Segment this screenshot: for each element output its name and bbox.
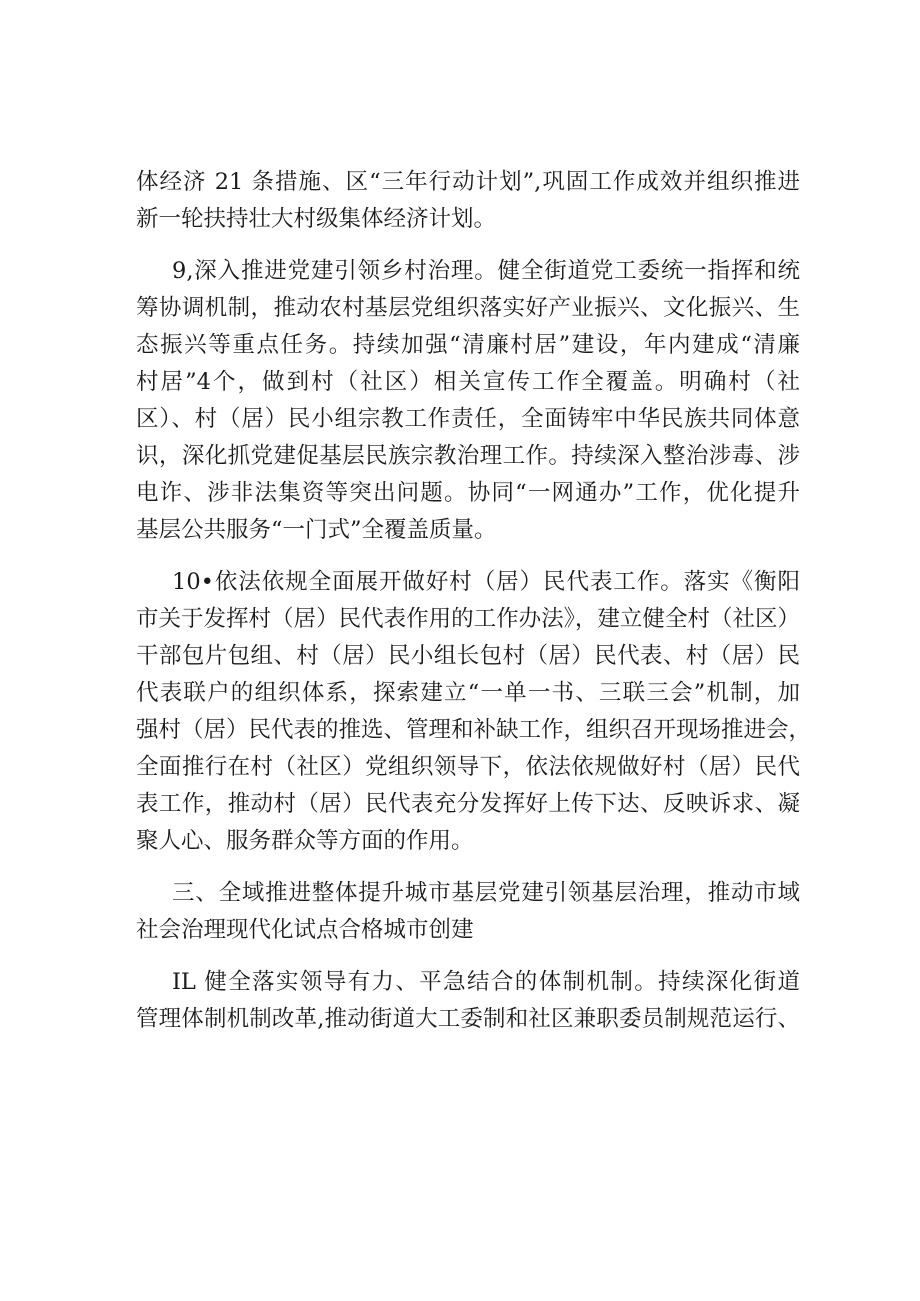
text-line: 基层公共服务“一门式”全覆盖质量。 bbox=[136, 517, 497, 543]
text-line: 管理体制机制改革,推动街道大工委制和社区兼职委员制规范运行、 bbox=[136, 1006, 800, 1032]
text-line: 全面推行在村（社区）党组织领导下，依法依规做好村（居）民代 bbox=[136, 754, 800, 780]
text-line: 干部包片包组、村（居）民小组长包村（居）民代表、村（居）民 bbox=[136, 643, 800, 669]
text-line: 新一轮扶持壮大村级集体经济计划。 bbox=[136, 206, 497, 232]
paragraph-continuation bbox=[136, 164, 800, 238]
text-line: 村居”4个，做到村（社区）相关宣传工作全覆盖。明确村（社 bbox=[136, 369, 800, 395]
text-line: 代表联户的组织体系，探索建立“一单一书、三联三会”机制，加 bbox=[136, 680, 800, 706]
text-line: 三、全域推进整体提升城市基层党建引领基层治理，推动市域 bbox=[172, 880, 800, 906]
paragraph-item-11 bbox=[136, 964, 800, 1038]
text-line: IL 健全落实领导有力、平急结合的体制机制。持续深化街道 bbox=[172, 969, 800, 995]
text-line: 电诈、涉非法集资等突出问题。协同“一网通办”工作，优化提升 bbox=[136, 480, 800, 506]
text-line: 区）、村（居）民小组宗教工作责任，全面铸牢中华民族共同体意 bbox=[136, 406, 800, 432]
text-line: 态振兴等重点任务。持续加强“清廉村居”建设，年内建成“清廉 bbox=[136, 332, 800, 358]
text-line: 强村（居）民代表的推选、管理和补缺工作，组织召开现场推进会， bbox=[136, 717, 812, 743]
document-body bbox=[136, 164, 812, 1038]
text-line: 市关于发挥村（居）民代表作用的工作办法》，建立健全村（社区） bbox=[136, 606, 800, 632]
text-line: 10•依法依规全面展开做好村（居）民代表工作。落实《衡阳 bbox=[172, 569, 800, 595]
text-line: 筹协调机制，推动农村基层党组织落实好产业振兴、文化振兴、生 bbox=[136, 295, 800, 321]
section-heading-3 bbox=[136, 875, 800, 949]
paragraph-item-10 bbox=[136, 564, 812, 860]
paragraph-item-9 bbox=[136, 253, 800, 549]
text-line: 表工作，推动村（居）民代表充分发挥好上传下达、反映诉求、凝 bbox=[136, 791, 800, 817]
text-line: 识，深化抓党建促基层民族宗教治理工作。持续深入整治涉毒、涉 bbox=[136, 443, 800, 469]
text-line: 社会治理现代化试点合格城市创建 bbox=[136, 917, 474, 943]
text-line: 体经济 21 条措施、区“三年行动计划”,巩固工作成效并组织推进 bbox=[136, 169, 800, 195]
text-line: 聚人心、服务群众等方面的作用。 bbox=[136, 828, 474, 854]
text-line: 9,深入推进党建引领乡村治理。健全街道党工委统一指挥和统 bbox=[172, 258, 800, 284]
